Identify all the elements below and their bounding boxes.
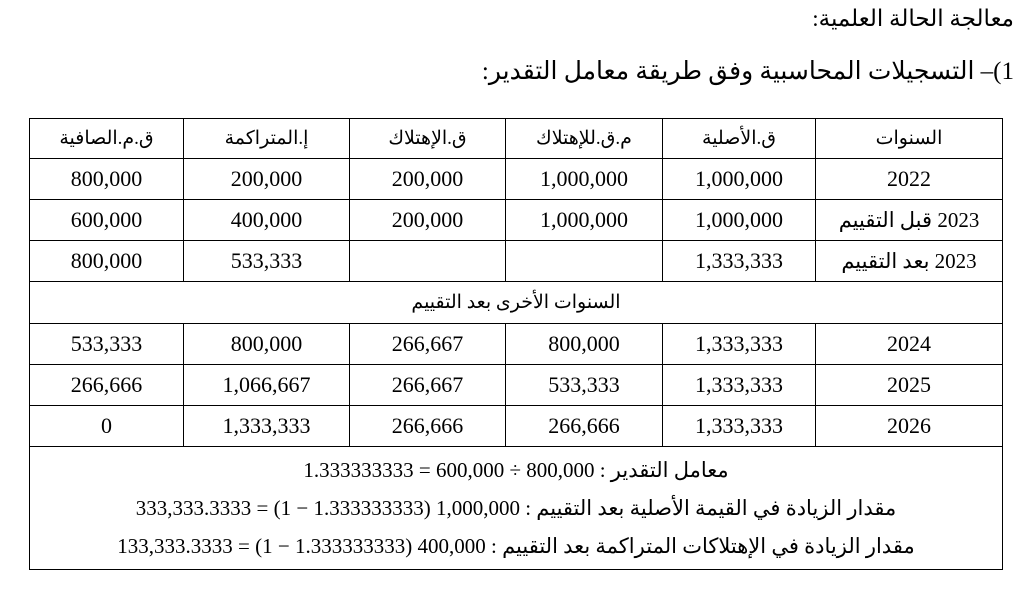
year-cell: 2023 بعد التقييم [816,241,1003,282]
header-cell: إ.المتراكمة [184,119,350,159]
section-subtitle: 1)– التسجيلات المحاسبية وفق طريقة معامل التقدير: [481,58,1014,85]
table-cell: 266,666 [30,365,184,406]
table-row [30,241,1003,282]
section-row [30,282,1003,324]
table-cell: 1,333,333 [663,406,816,447]
year-cell: 2023 قبل التقييم [816,200,1003,241]
table-cell: 533,333 [506,365,663,406]
footer-row [30,447,1003,570]
table-cell: 0 [30,406,184,447]
table-cell: 1,066,667 [184,365,350,406]
table-cell: 600,000 [30,200,184,241]
year-cell: 2022 [816,159,1003,200]
table-header-row [30,119,1003,159]
table-cell: 400,000 [184,200,350,241]
table-cell: 800,000 [30,159,184,200]
year-cell: 2025 [816,365,1003,406]
table-cell: 200,000 [350,200,506,241]
table-cell: 200,000 [184,159,350,200]
table-cell: 800,000 [506,324,663,365]
table-cell: 1,000,000 [506,200,663,241]
page-title: معالجة الحالة العلمية: [812,6,1014,31]
accumulated-depreciation-increase-line: مقدار الزيادة في الإهتلاكات المتراكمة بعد التقييم : 400,000 (1.333333333 − 1) = 133,333.3333 [117,534,915,558]
header-cell: ق.الإهتلاك [350,119,506,159]
table-cell: 266,667 [350,324,506,365]
table-row [30,324,1003,365]
table-cell: 800,000 [30,241,184,282]
calculation-notes [30,447,1003,570]
original-value-increase-line: مقدار الزيادة في القيمة الأصلية بعد التقييم : 1,000,000 (1.333333333 − 1) = 333,333.3333 [135,496,897,520]
table-row [30,200,1003,241]
table-row [30,159,1003,200]
table-row [30,406,1003,447]
table-cell: 533,333 [30,324,184,365]
table-cell: 266,667 [350,365,506,406]
table-cell: 1,333,333 [663,365,816,406]
table-cell: 1,000,000 [506,159,663,200]
valuation-coefficient-line: معامل التقدير : 800,000 ÷ 600,000 = 1.333333333 [303,458,729,482]
table-cell: 1,333,333 [663,324,816,365]
table-cell: 1,000,000 [663,159,816,200]
table-cell [506,241,663,282]
table-cell: 1,333,333 [663,241,816,282]
table-cell [350,241,506,282]
header-cell: م.ق.للإهتلاك [506,119,663,159]
revaluation-table [29,118,1003,570]
table-cell: 1,333,333 [184,406,350,447]
year-cell: 2024 [816,324,1003,365]
header-cell: ق.الأصلية [663,119,816,159]
table-cell: 533,333 [184,241,350,282]
section-label: السنوات الأخرى بعد التقييم [30,282,1003,324]
table-cell: 800,000 [184,324,350,365]
table-cell: 200,000 [350,159,506,200]
table-cell: 266,666 [350,406,506,447]
header-cell: السنوات [816,119,1003,159]
year-cell: 2026 [816,406,1003,447]
table-cell: 1,000,000 [663,200,816,241]
table-cell: 266,666 [506,406,663,447]
table-row [30,365,1003,406]
header-cell: ق.م.الصافية [30,119,184,159]
